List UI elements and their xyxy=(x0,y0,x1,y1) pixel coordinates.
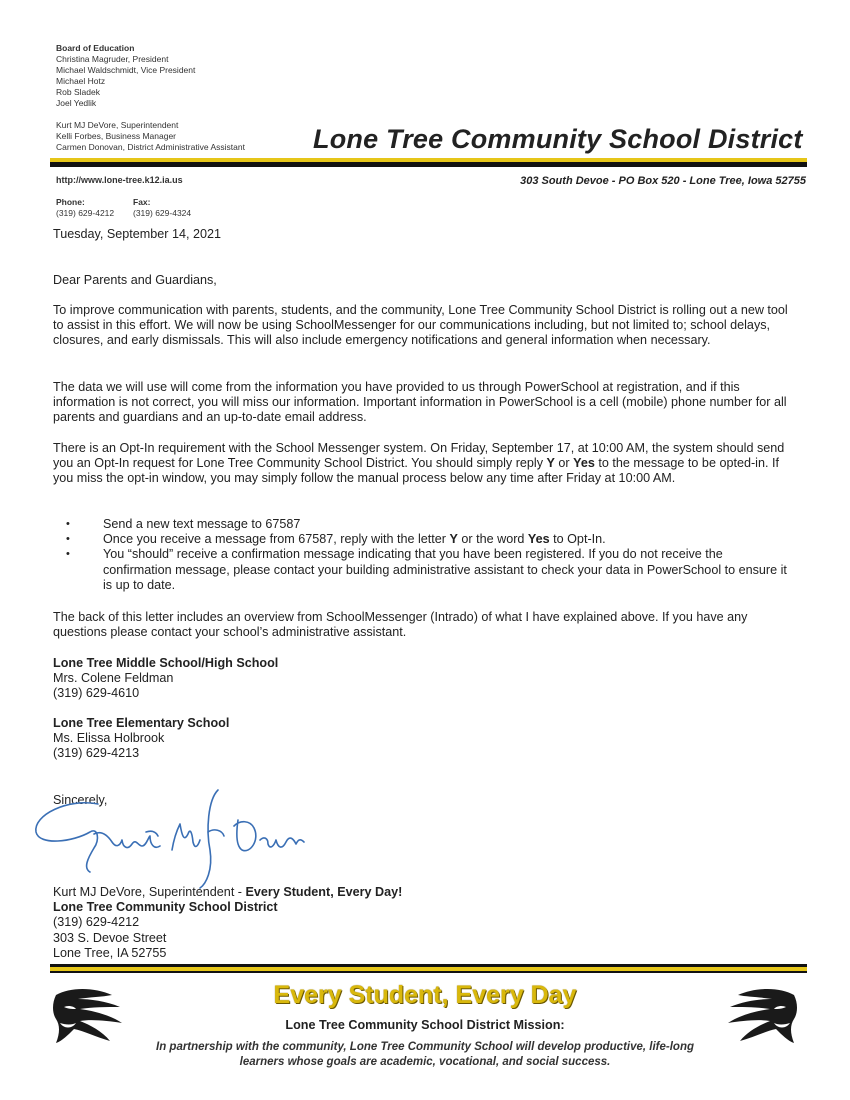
phone-block xyxy=(56,197,114,219)
opt-in-yes: Yes xyxy=(573,456,595,471)
school-contact-phone: (319) 629-4213 xyxy=(53,746,140,761)
motto: Every Student, Every Day xyxy=(273,981,577,1009)
school-contact-elementary xyxy=(53,716,229,762)
salutation: Dear Parents and Guardians, xyxy=(53,273,217,287)
board-member: Michael Waldschmidt, Vice President xyxy=(56,65,196,75)
fax-block xyxy=(133,197,191,219)
list-item: • Send a new text message to 67587 xyxy=(103,517,793,532)
opt-in-or: or xyxy=(554,456,574,471)
staff-member: Kelli Forbes, Business Manager xyxy=(56,131,177,141)
fax-number: (319) 629-4324 xyxy=(133,208,192,218)
district-name: Lone Tree Community School District xyxy=(313,124,803,154)
district-address: 303 South Devoe - PO Box 520 - Lone Tree, Iowa 52755 xyxy=(520,175,806,187)
letter-date: Tuesday, September 14, 2021 xyxy=(53,227,222,241)
phone-number: (319) 629-4212 xyxy=(56,208,115,218)
website-link[interactable]: http://www.lone-tree.k12.ia.us xyxy=(56,175,183,185)
paragraph-intro: To improve communication with parents, students, and the community, Lone Tree Community School District is rolling out a new tool to assist in this effort. We will now be using SchoolMessenger for our communications including, but not limited to; school delays, closures, and early dismissals. This will also include emergency notifications and general information when necessary. xyxy=(53,303,788,348)
list-item: • Once you receive a message from 67587, reply with the letter Y or the word Yes to Opt-In. xyxy=(103,532,793,547)
opt-in-y: Y xyxy=(546,456,555,471)
district-staff xyxy=(56,120,245,153)
signer-tagline: Every Student, Every Day! xyxy=(245,885,403,899)
signer-street: 303 S. Devoe Street xyxy=(53,930,167,945)
board-member: Christina Magruder, President xyxy=(56,54,169,64)
school-contact-phone: (319) 629-4610 xyxy=(53,686,140,701)
school-contact-mshs xyxy=(53,656,278,702)
opt-in-text-end: to the message to be opted-in. If you miss the opt-in window, you may simply follow the manual process below any time after Friday at 10:00 AM. xyxy=(53,456,779,486)
school-name: Lone Tree Elementary School xyxy=(53,716,230,730)
mission-title: Lone Tree Community School District Mission: xyxy=(285,1018,565,1032)
board-member: Michael Hotz xyxy=(56,76,106,86)
instruction-list xyxy=(103,517,793,593)
header-rule-black xyxy=(50,162,807,167)
paragraph-opt-in xyxy=(53,441,793,487)
school-contact-name: Ms. Elissa Holbrook xyxy=(53,731,165,746)
list-item: • You “should” receive a confirmation message indicating that you have been registered. If you do not receive the confirmation message, please contact your building administrative assistant to check your data in PowerSchool to ensure it is up to date. xyxy=(103,547,793,593)
opt-in-text: There is an Opt-In requirement with the School Messenger system. On Friday, September 17, at 10:00 AM, the system should send you an Opt-In request for Lone Tree Community School District. You should simply reply xyxy=(53,441,785,471)
staff-member: Carmen Donovan, District Administrative Assistant xyxy=(56,142,245,152)
signature-block xyxy=(53,885,402,961)
mission-statement: In partnership with the community, Lone Tree Community School will develop productive, life-long learners whose goals are academic, vocational, and social success. xyxy=(156,1041,694,1068)
board-title: Board of Education xyxy=(56,43,135,53)
footer-rule-black-bottom xyxy=(50,971,807,973)
fax-label: Fax: xyxy=(133,197,151,207)
school-name: Lone Tree Middle School/High School xyxy=(53,656,279,670)
signer-city: Lone Tree, IA 52755 xyxy=(53,945,167,960)
closing: Sincerely, xyxy=(53,793,108,807)
board-member: Joel Yedlik xyxy=(56,98,97,108)
board-of-education xyxy=(56,43,195,109)
signer-district: Lone Tree Community School District xyxy=(53,900,278,915)
board-member: Rob Sladek xyxy=(56,87,100,97)
signer-name: Kurt MJ DeVore, Superintendent - xyxy=(53,885,246,899)
paragraph-overview: The back of this letter includes an overview from SchoolMessenger (Intrado) of what I have explained above. If you have any questions please contact your school’s administrative assistant. xyxy=(53,610,748,640)
phone-label: Phone: xyxy=(56,197,85,207)
school-contact-name: Mrs. Colene Feldman xyxy=(53,671,174,686)
staff-member: Kurt MJ DeVore, Superintendent xyxy=(56,120,179,130)
signature-image xyxy=(28,780,318,900)
signer-phone: (319) 629-4212 xyxy=(53,915,140,930)
paragraph-data: The data we will use will come from the information you have provided to us through PowerSchool at registration, and if this information is not correct, you will miss our information. Important information in PowerSchool is a cell (mobile) phone number for all parents and guardians and an up-to-date email address. xyxy=(53,380,787,425)
